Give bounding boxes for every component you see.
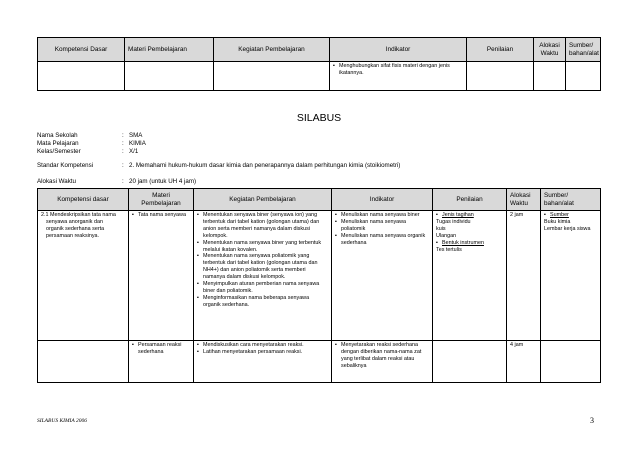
- materi-cell: [129, 211, 194, 341]
- info-value: 2. Memahami hukum-hukum dasar kimia dan penerapannya dalam perhitungan kimia (stoikiometri): [129, 162, 401, 169]
- list-item: ▪ Menentukan nama senyawa biner yang terbentuk melalui ikatan kovalen.: [197, 240, 328, 254]
- list-item: ▪ Menuliskan nama senyawa poliatomik: [335, 219, 429, 233]
- page-title: SILABUS: [296, 112, 342, 124]
- list-item: ▪ Tata nama senyawa: [132, 212, 190, 219]
- sumber-cell: [541, 211, 601, 341]
- alokasi-cell: 4 jam: [507, 341, 541, 383]
- list-item: [436, 240, 503, 247]
- jenis-tagihan-label: Jenis tagihan: [442, 212, 474, 218]
- penilaian-item: Ulangan: [436, 232, 457, 239]
- col-header: Materi Pembelajaran: [125, 38, 214, 62]
- list-item: ▪ Menginformasikan nama beberapa senyawa organik sederhana.: [197, 295, 328, 309]
- col-header: Indikator: [332, 189, 433, 211]
- info-value: SMA: [129, 132, 143, 139]
- info-mata-pelajaran: Mata Pelajaran : KIMIA: [37, 140, 146, 147]
- info-label: Nama Sekolah: [37, 132, 78, 139]
- penilaian-item: Tes tertulis: [436, 246, 462, 253]
- list-item: ▪ Menyimpulkan aturan pemberian nama senyawa biner dan poliatomik.: [197, 281, 328, 295]
- col-header: Indikator: [330, 38, 467, 62]
- info-nama-sekolah: Nama Sekolah : SMA: [37, 132, 143, 139]
- col-header: Alokasi Waktu: [534, 38, 566, 62]
- penilaian-cell: [433, 341, 507, 383]
- kompetensi-cell: [38, 211, 129, 341]
- table-cell: [534, 62, 566, 91]
- list-item: ▪ Menuliskan nama senyawa biner: [335, 212, 429, 219]
- indikator-cell: [332, 211, 433, 341]
- list-item: ▪ Menghubungkan sifat fisis materi dengan jenis ikatannya.: [333, 63, 463, 77]
- sumber-item: Lembar kerja siswa: [544, 225, 591, 232]
- info-value: 20 jam (untuk UH 4 jam): [129, 178, 197, 185]
- page-number: 3: [590, 416, 594, 425]
- col-header: Penilaian: [433, 189, 507, 211]
- info-standar-kompetensi: Standar Kompetensi : 2. Memahami hukum-hukum dasar kimia dan penerapannya dalam perhitungan kimia (stoikiometri): [37, 162, 401, 169]
- col-header: Kompetensi Dasar: [38, 38, 125, 62]
- table-row: [38, 211, 601, 341]
- bentuk-instrumen-label: Bentuk instrumen: [442, 239, 484, 246]
- list-item: ▪ Persamaan reaksi sederhana: [132, 342, 190, 356]
- col-header: Kegiatan Pembelajaran: [194, 189, 332, 211]
- alokasi-cell: 2 jam: [507, 211, 541, 341]
- info-label: Alokasi Waktu: [37, 178, 76, 185]
- table-row: [38, 341, 601, 383]
- list-item: ▪ Menentukan senyawa biner (senyawa ion) yang terbentuk dari tabel kation (golongan utama) dan anion serta memberi namanya dalam diskusi kelompok.: [197, 212, 328, 240]
- table-cell: [467, 62, 534, 91]
- syllabus-table: [37, 188, 601, 383]
- info-label: Standar Kompetensi: [37, 162, 94, 169]
- kegiatan-cell: [194, 211, 332, 341]
- col-header: Kompetensi dasar: [38, 189, 129, 211]
- list-item: ▪ Menyetarakan reaksi sederhana dengan diberikan nama-nama zat yang terlibat dalam reaksi atau sebaliknya: [335, 342, 429, 370]
- list-item: ▪ Menentukan nama senyawa poliatomik yang terbentuk dari tabel kation (golongan utama dan NH4+) dan anion poliatomik serta memberi namanya dalam diskusi kelompok.: [197, 253, 328, 281]
- footer-text: SILABUS KIMIA 2006: [37, 418, 88, 424]
- kompetensi-cell: [38, 341, 129, 383]
- materi-cell: [129, 341, 194, 383]
- penilaian-item: Tugas individu: [436, 218, 471, 225]
- list-item: ▪ Mendiskusikan cara menyetarakan reaksi.: [197, 342, 328, 349]
- info-label: Kelas/Semester: [37, 148, 81, 155]
- col-header: Sumber/ bahan/alat: [566, 38, 601, 62]
- col-header: Materi Pembelajaran: [129, 189, 194, 211]
- info-value: KIMIA: [129, 140, 146, 147]
- list-item: [544, 212, 597, 219]
- list-item: ▪ Latihan menyetarakan persamaan reaksi.: [197, 349, 328, 356]
- col-header: Penilaian: [467, 38, 534, 62]
- col-header: Sumber/ bahan/alat: [541, 189, 601, 211]
- sumber-item: Buku kimia: [544, 218, 571, 225]
- sumber-label: Sumber: [550, 212, 569, 218]
- info-value: X/1: [129, 148, 139, 155]
- info-kelas-semester: Kelas/Semester : X/1: [37, 148, 139, 155]
- indikator-cell: [332, 341, 433, 383]
- list-item: [436, 212, 503, 219]
- penilaian-cell: [433, 211, 507, 341]
- table-cell: [566, 62, 601, 91]
- table-cell: [38, 62, 125, 91]
- col-header: Alokasi Waktu: [507, 189, 541, 211]
- kegiatan-cell: [194, 341, 332, 383]
- continuation-table: [37, 37, 601, 91]
- table-cell: [125, 62, 214, 91]
- list-item: ▪ Menuliskan nama senyawa organik sederhana: [335, 233, 429, 247]
- kompetensi-text: 2.1 Mendeskripsikan tata nama senyawa anorganik dan organik sederhana serta persamaan reaksinya.: [41, 212, 116, 239]
- table-cell: [330, 62, 467, 91]
- info-alokasi-waktu: Alokasi Waktu : 20 jam (untuk UH 4 jam): [37, 178, 197, 185]
- info-label: Mata Pelajaran: [37, 140, 79, 147]
- col-header: Kegiatan Pembelajaran: [214, 38, 330, 62]
- sumber-cell: [541, 341, 601, 383]
- penilaian-item: kuis: [436, 225, 446, 232]
- table-cell: [214, 62, 330, 91]
